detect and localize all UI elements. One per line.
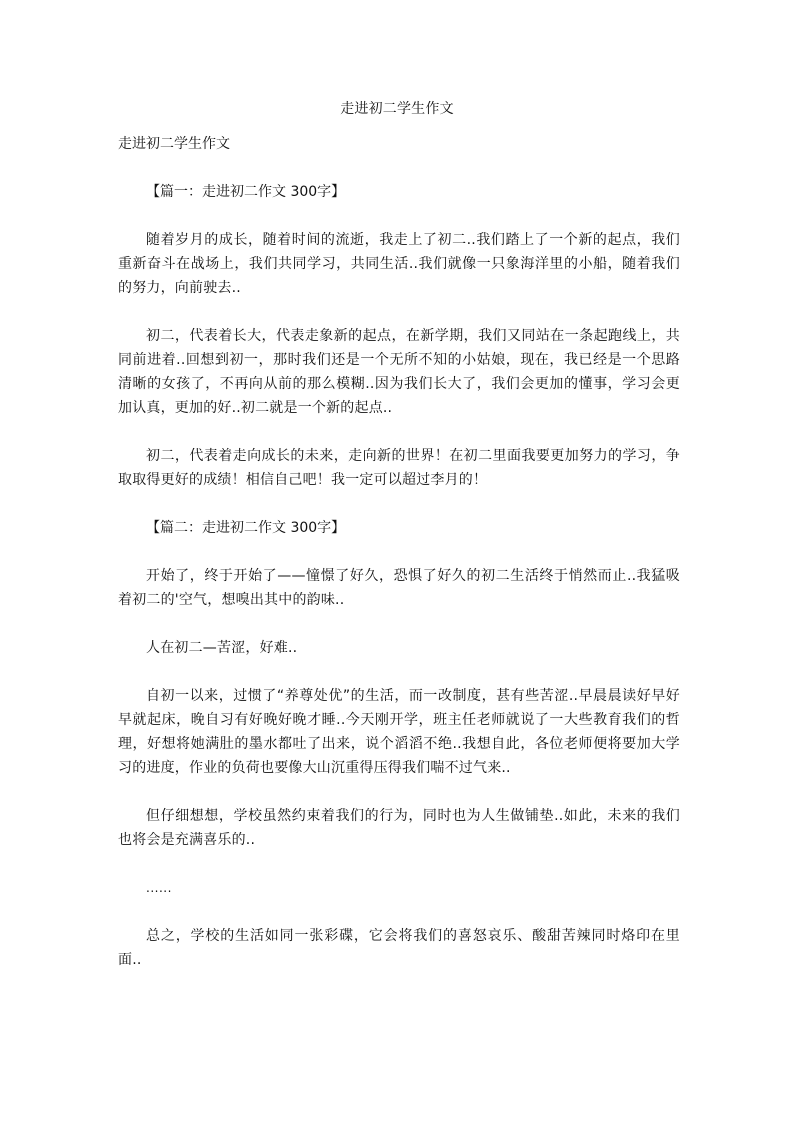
paragraph: 开始了，终于开始了——憧憬了好久，恐惧了好久的初二生活终于悄然而止..我猛吸着初二的'空气，想嗅出其中的韵味.. (118, 568, 680, 608)
section-heading-1: 【篇一：走进初二作文 300字】 (146, 184, 346, 200)
ellipsis: ...... (146, 881, 172, 895)
paragraph: 自初一以来，过惯了“养尊处优”的生活，而一改制度，甚有些苦涩..早晨晨读好早好早就起床，晚自习有好晚好晚才睡..今天刚开学，班主任老师就说了一大些教育我们的哲理，好想将她满肚的墨水都吐了出来，说个滔滔不绝..我想自此，各位老师便将要加大学习的进度，作业的负荷也要像大山沉重得压得我们喘不过气来.. (118, 688, 680, 776)
paragraph: 人在初二—苦涩，好难.. (146, 640, 298, 656)
paragraph: 随着岁月的成长，随着时间的流逝，我走上了初二..我们踏上了一个新的起点，我们重新奋斗在战场上，我们共同学习，共同生活..我们就像一只象海洋里的小船，随着我们的努力，向前驶去.. (118, 232, 680, 296)
section-heading-2: 【篇二：走进初二作文 300字】 (146, 520, 346, 536)
paragraph: 初二，代表着长大，代表走象新的起点，在新学期，我们又同站在一条起跑线上，共同前进着..回想到初一，那时我们还是一个无所不知的小姑娘，现在，我已经是一个思路清晰的女孩了，不再向从前的那么模糊..因为我们长大了，我们会更加的懂事，学习会更加认真，更加的好..初二就是一个新的起点.. (118, 328, 680, 416)
paragraph: 总之，学校的生活如同一张彩碟，它会将我们的喜怒哀乐、酸甜苦辣同时烙印在里面.. (118, 928, 680, 968)
paragraph: 但仔细想想，学校虽然约束着我们的行为，同时也为人生做铺垫..如此，未来的我们也将会是充满喜乐的.. (118, 808, 680, 848)
document-body (118, 180, 680, 972)
document-subtitle: 走进初二学生作文 (118, 136, 230, 152)
paragraph: 初二，代表着走向成长的未来，走向新的世界！在初二里面我要更加努力的学习，争取取得更好的成绩！相信自己吧！我一定可以超过李月的！ (118, 448, 680, 488)
document-title: 走进初二学生作文 (340, 101, 454, 117)
